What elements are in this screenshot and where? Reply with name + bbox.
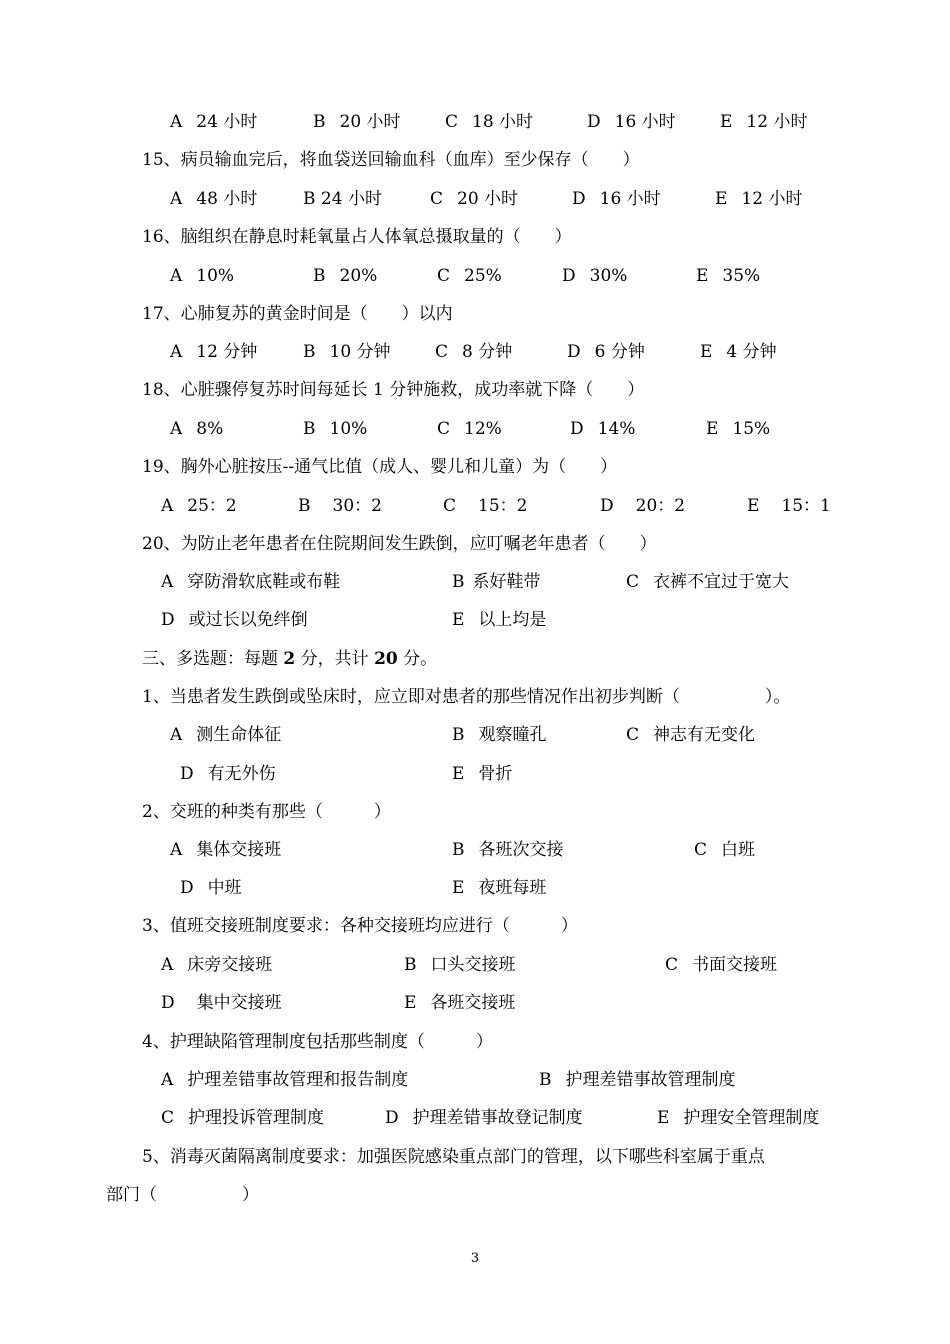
option-e: E 12 小时 (720, 112, 808, 132)
option-d: D 20：2 (600, 496, 686, 516)
option-e: E 35% (696, 266, 761, 286)
option-b: B 20 小时 (313, 112, 401, 132)
option-e: E 15：1 (747, 496, 831, 516)
option-a: A 24 小时 (170, 112, 258, 132)
option-b: B 10% (303, 419, 368, 439)
question-17-stem: 17、心肺复苏的黄金时间是（ ）以内 (142, 304, 453, 324)
option-a: A 48 小时 (170, 189, 258, 209)
option-a: A 10% (170, 266, 235, 286)
section-heading-multiple-choice: 三、多选题：每题 2 分，共计 20 分。 (142, 649, 438, 669)
multi-question-1-stem: 1、当患者发生跌倒或坠床时，应立即对患者的那些情况作出初步判断（ ）。 (142, 687, 791, 707)
option-c: C 书面交接班 (665, 955, 778, 975)
option-a: A 25：2 (161, 496, 237, 516)
option-b: B 观察瞳孔 (452, 725, 547, 745)
option-c: C 12% (437, 419, 502, 439)
question-18-stem: 18、心脏骤停复苏时间每延长 1 分钟施救，成功率就下降（ ） (142, 380, 645, 400)
option-e: E 夜班每班 (452, 878, 547, 898)
option-c: C 神志有无变化 (626, 725, 756, 745)
option-b: B 20% (313, 266, 378, 286)
option-b: B 30：2 (298, 496, 382, 516)
option-e: E 15% (706, 419, 771, 439)
option-d: D 30% (562, 266, 628, 286)
option-e: E 以上均是 (452, 610, 547, 630)
multi-question-3-stem: 3、值班交接班制度要求：各种交接班均应进行（ ） (142, 916, 578, 936)
option-b: B 24 小时 (303, 189, 382, 209)
option-a: A 穿防滑软底鞋或布鞋 (161, 572, 341, 592)
option-c: C 白班 (694, 840, 756, 860)
option-e: E 各班交接班 (404, 993, 516, 1013)
option-d: D 14% (570, 419, 636, 439)
option-a: A 8% (170, 419, 224, 439)
multi-question-5-stem-continued: 部门（ ） (106, 1185, 259, 1205)
option-b: B 10 分钟 (303, 342, 391, 362)
option-d: D 护理差错事故登记制度 (385, 1108, 583, 1128)
option-c: C 护理投诉管理制度 (161, 1108, 325, 1128)
option-a: A 床旁交接班 (161, 955, 273, 975)
option-a: A 测生命体征 (170, 725, 282, 745)
option-a: A 12 分钟 (170, 342, 258, 362)
option-d: D 16 小时 (572, 189, 661, 209)
option-c: C 8 分钟 (435, 342, 513, 362)
question-20-stem: 20、为防止老年患者在住院期间发生跌倒，应叮嘱老年患者（ ） (142, 534, 657, 554)
option-b: B 系好鞋带 (452, 572, 541, 592)
option-a: A 集体交接班 (170, 840, 282, 860)
option-e: E 护理安全管理制度 (657, 1108, 820, 1128)
option-d: D 集中交接班 (161, 993, 282, 1013)
question-15-stem: 15、病员输血完后，将血袋送回输血科（血库）至少保存（ ） (142, 150, 640, 170)
option-d: D 或过长以免绊倒 (161, 610, 308, 630)
option-d: D 16 小时 (587, 112, 676, 132)
question-16-stem: 16、脑组织在静息时耗氧量占人体氧总摄取量的（ ） (142, 227, 572, 247)
option-e: E 4 分钟 (700, 342, 777, 362)
page-number: 3 (470, 1251, 480, 1266)
option-c: C 20 小时 (430, 189, 519, 209)
option-c: C 15：2 (443, 496, 528, 516)
option-a: A 护理差错事故管理和报告制度 (161, 1070, 409, 1090)
option-e: E 12 小时 (715, 189, 803, 209)
multi-question-4-stem: 4、护理缺陷管理制度包括那些制度（ ） (142, 1032, 493, 1052)
option-b: B 口头交接班 (404, 955, 516, 975)
option-d: D 有无外伤 (180, 764, 276, 784)
question-19-stem: 19、胸外心脏按压--通气比值（成人、婴儿和儿童）为（ ） (142, 457, 618, 477)
option-c: C 衣裤不宜过于宽大 (626, 572, 790, 592)
option-d: D 中班 (180, 878, 242, 898)
option-c: C 18 小时 (445, 112, 534, 132)
option-d: D 6 分钟 (567, 342, 645, 362)
option-e: E 骨折 (452, 764, 513, 784)
option-b: B 护理差错事故管理制度 (539, 1070, 736, 1090)
multi-question-5-stem: 5、消毒灭菌隔离制度要求：加强医院感染重点部门的管理，以下哪些科室属于重点 (142, 1147, 765, 1167)
option-b: B 各班次交接 (452, 840, 564, 860)
multi-question-2-stem: 2、交班的种类有那些（ ） (142, 802, 391, 822)
option-c: C 25% (437, 266, 502, 286)
